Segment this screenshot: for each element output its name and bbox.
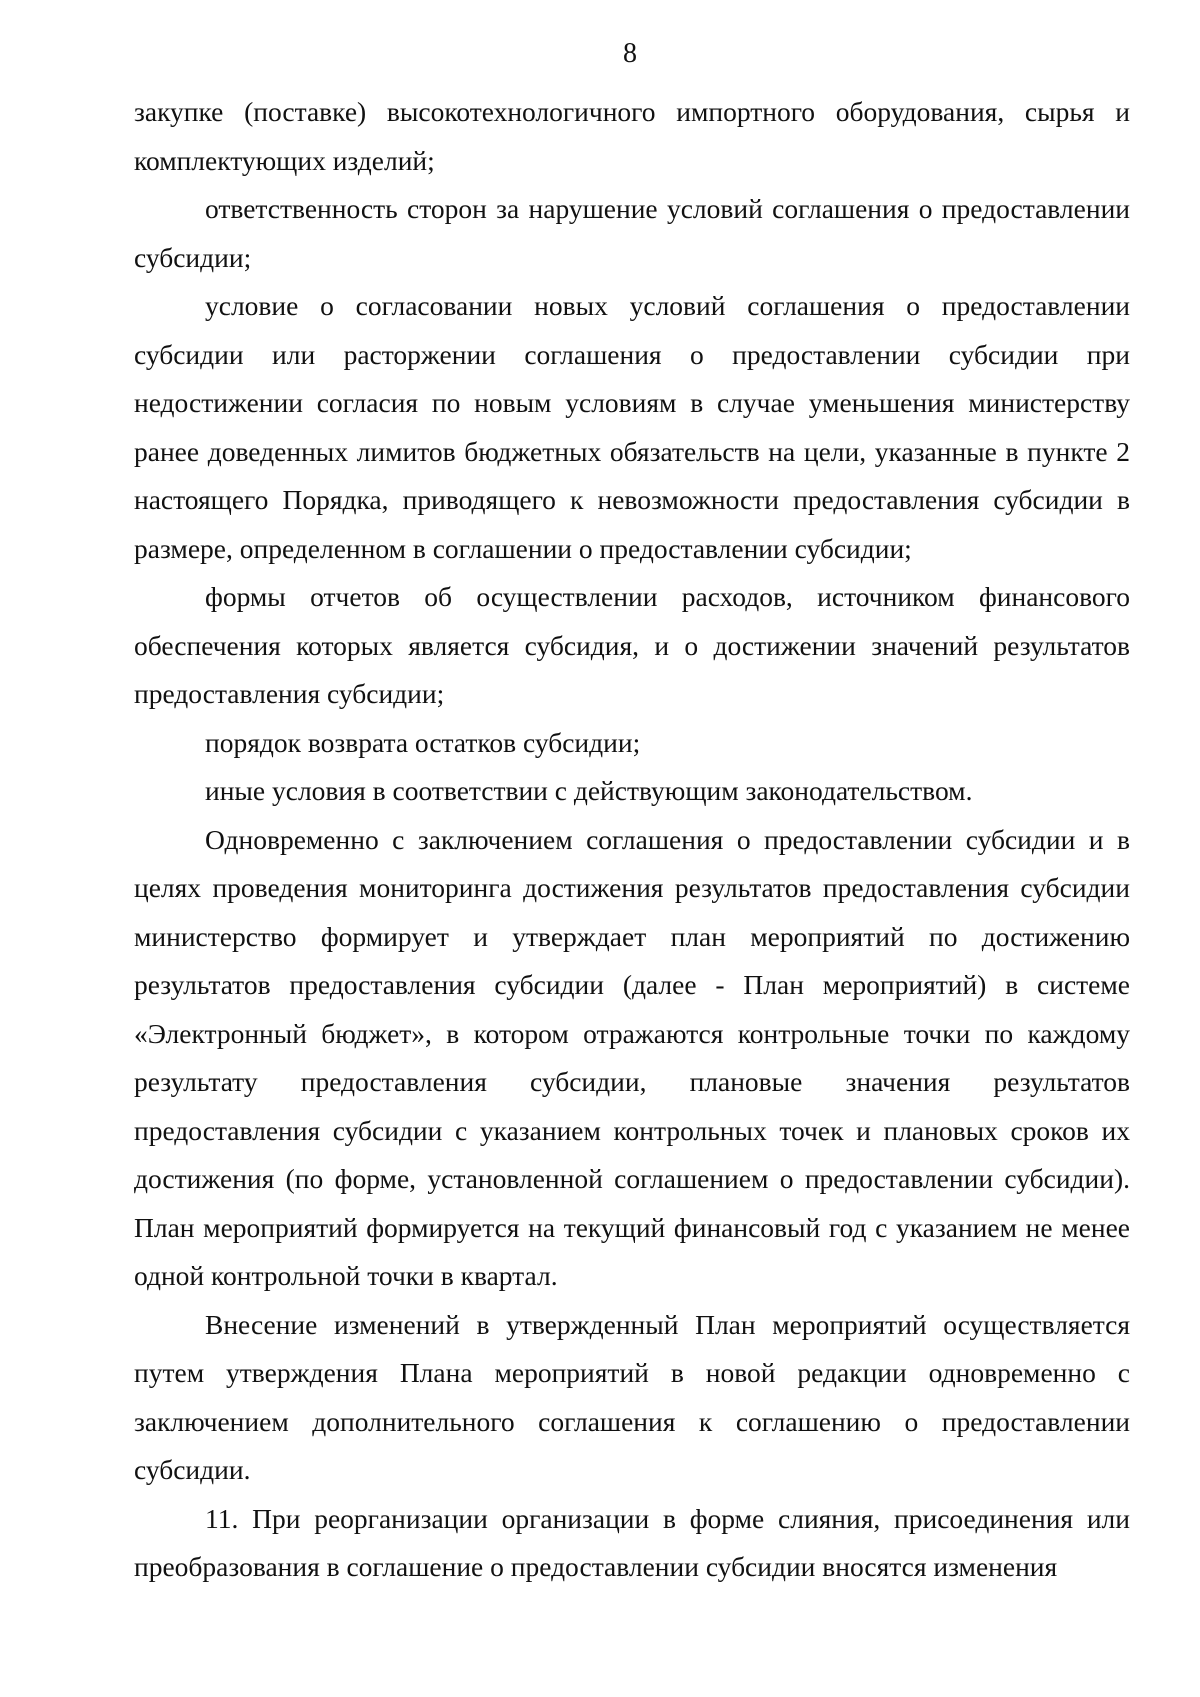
paragraph-new-conditions: условие о согласовании новых условий соглашения о предоставлении субсидии или расторжении соглашения о предоставлении субсидии при недостижении согласия по новым условиям в случае уменьшения министерству ранее доведенных лимитов бюджетных обязательств на цели, указанные в пункте 2 настоящего Порядка, приводящего к невозможности предоставления субсидии в размере, определенном в соглашении о предоставлении субсидии; xyxy=(134,290,1130,564)
paragraph-plan-changes: Внесение изменений в утвержденный План мероприятий осуществляется путем утверждения Плана мероприятий в новой редакции одновременно с заключением дополнительного соглашения к соглашению о предоставлении субсидии. xyxy=(134,1308,1130,1485)
paragraph-liability: ответственность сторон за нарушение условий соглашения о предоставлении субсидии; xyxy=(134,193,1130,273)
page-number: 8 xyxy=(623,38,637,69)
paragraph-action-plan: Одновременно с заключением соглашения о предоставлении субсидии и в целях проведения мониторинга достижения результатов предоставления субсидии министерство формирует и утверждает план мероприятий по достижению результатов предоставления субсидии (далее - План мероприятий) в системе «Электронный бюджет», в котором отражаются контрольные точки по каждому результату предоставления субсидии, плановые значения результатов предоставления субсидии с указанием контрольных точек и плановых сроков их достижения (по форме, установленной соглашением о предоставлении субсидии). План мероприятий формируется на текущий финансовый год с указанием не менее одной контрольной точки в квартал. xyxy=(134,823,1130,1291)
paragraph-report-forms: формы отчетов об осуществлении расходов, источником финансового обеспечения которых является субсидия, и о достижении значений результатов предоставления субсидии; xyxy=(134,581,1130,709)
document-body xyxy=(134,88,1130,1592)
paragraph-reorganization: 11. При реорганизации организации в форме слияния, присоединения или преобразования в соглашение о предоставлении субсидии вносятся изменения xyxy=(134,1502,1130,1582)
paragraph-procurement-continuation: закупке (поставке) высокотехнологичного импортного оборудования, сырья и комплектующих изделий; xyxy=(134,96,1130,176)
paragraph-refund-procedure: порядок возврата остатков субсидии; xyxy=(205,726,641,758)
paragraph-other-conditions: иные условия в соответствии с действующим законодательством. xyxy=(205,775,973,806)
